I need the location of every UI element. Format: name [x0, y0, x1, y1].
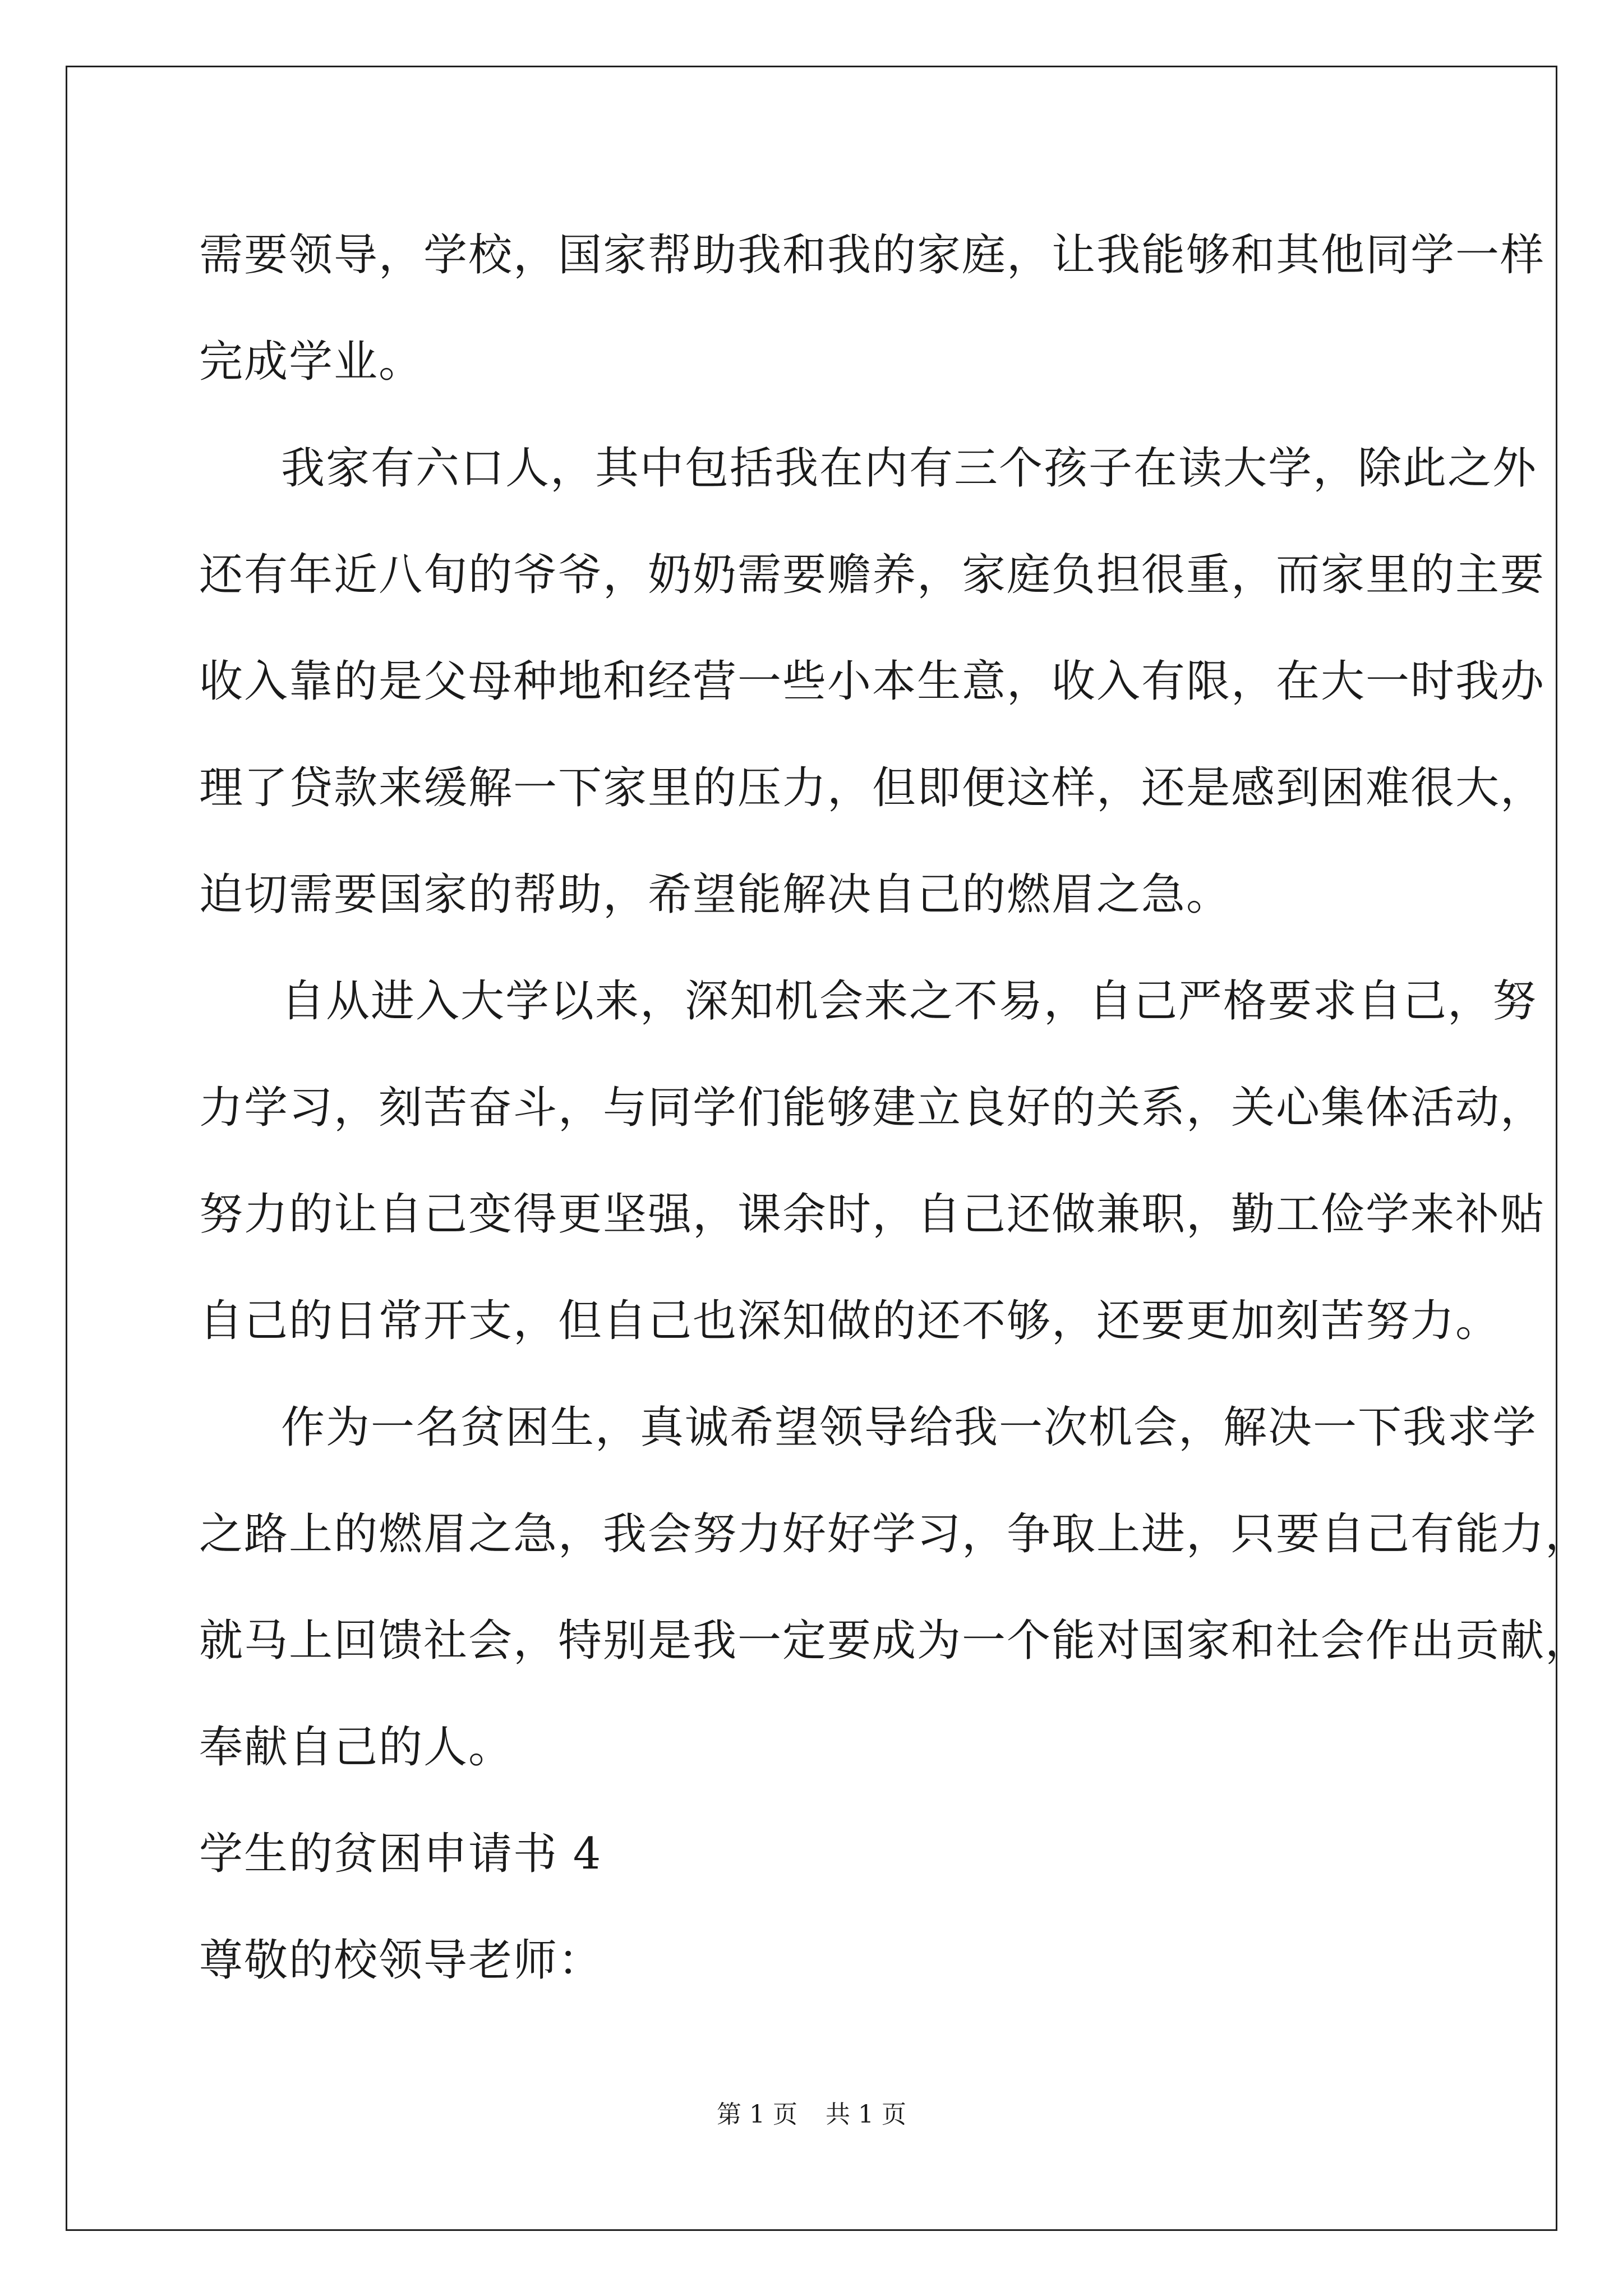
paragraph-line: 理了贷款来缓解一下家里的压力，但即便这样，还是感到困难很大，: [199, 763, 1546, 813]
paragraph-line: 自己的日常开支，但自己也深知做的还不够，还要更加刻苦努力。: [199, 1296, 1501, 1346]
paragraph-line: 还有年近八旬的爷爷，奶奶需要赡养，家庭负担很重，而家里的主要: [199, 550, 1546, 600]
paragraph-line: 作为一名贫困生，真诚希望领导给我一次机会，解决一下我求学: [281, 1402, 1538, 1453]
paragraph-line: 需要领导，学校，国家帮助我和我的家庭，让我能够和其他同学一样: [199, 230, 1546, 280]
document-body: [199, 202, 1590, 2014]
paragraph-line: 努力的让自己变得更坚强，课余时，自己还做兼职，勤工俭学来补贴: [199, 1189, 1546, 1240]
salutation: 尊敬的校领导老师：: [199, 1935, 603, 1986]
page-number: 第 1 页: [717, 2100, 797, 2129]
page-total: 共 1 页: [826, 2100, 906, 2129]
paragraph-line: 自从进入大学以来，深知机会来之不易，自己严格要求自己，努: [281, 976, 1538, 1027]
paragraph-line: 我家有六口人，其中包括我在内有三个孩子在读大学，除此之外: [281, 443, 1538, 494]
section-heading: 学生的贫困申请书 4: [199, 1829, 602, 1879]
paragraph-line: 力学习，刻苦奋斗，与同学们能够建立良好的关系，关心集体活动，: [199, 1083, 1546, 1133]
paragraph-line: 完成学业。: [199, 337, 424, 387]
paragraph-line: 收入靠的是父母种地和经营一些小本生意，收入有限，在大一时我办: [199, 656, 1546, 707]
paragraph-line: 迫切需要国家的帮助，希望能解决自己的燃眉之急。: [199, 869, 1232, 920]
paragraph-line: 之路上的燃眉之急，我会努力好好学习，争取上进，只要自己有能力，: [199, 1509, 1590, 1559]
paragraph-line: 就马上回馈社会，特别是我一定要成为一个能对国家和社会作出贡献，: [199, 1616, 1590, 1666]
paragraph-line: 奉献自己的人。: [199, 1722, 514, 1773]
page-footer: [0, 2098, 1623, 2132]
